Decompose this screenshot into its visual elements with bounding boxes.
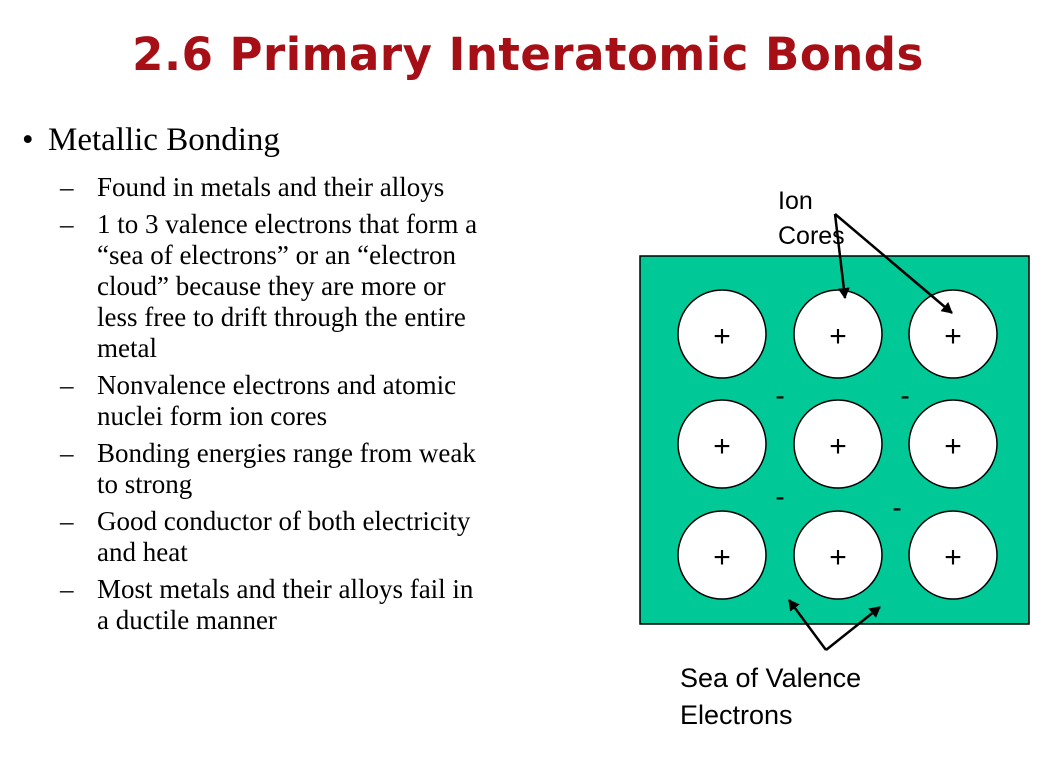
ion-core bbox=[678, 400, 766, 488]
dash-icon: – bbox=[60, 506, 74, 536]
ion-core bbox=[678, 511, 766, 599]
ion-core-grid bbox=[678, 290, 997, 599]
ion-charge-label: + bbox=[713, 430, 731, 463]
sea-label-line: Electrons bbox=[680, 700, 793, 730]
sub-bullet-line: “sea of electrons” or an “electron bbox=[97, 240, 457, 270]
ion-charge-label: + bbox=[829, 320, 847, 353]
sub-bullet-line: less free to drift through the entire bbox=[97, 302, 466, 332]
sub-bullet-line: nuclei form ion cores bbox=[97, 401, 328, 431]
sub-bullet-line: cloud” because they are more or bbox=[97, 271, 446, 301]
dash-icon: – bbox=[60, 574, 74, 604]
sub-bullet-line: Found in metals and their alloys bbox=[97, 172, 445, 202]
sub-bullet-line: Most metals and their alloys fail in bbox=[97, 574, 474, 604]
ion-charge-label: + bbox=[713, 541, 731, 574]
sub-bullet-line: metal bbox=[97, 333, 157, 363]
ion-core bbox=[678, 290, 766, 378]
sub-bullet-line: 1 to 3 valence electrons that form a bbox=[97, 209, 478, 239]
ion-charge-label: + bbox=[829, 541, 847, 574]
sub-bullet-line: Good conductor of both electricity bbox=[97, 506, 471, 536]
page-title: 2.6 Primary Interatomic Bonds bbox=[132, 28, 924, 81]
electron-charge-label: - bbox=[900, 380, 910, 411]
ion-core bbox=[909, 400, 997, 488]
bullet-dot-icon: • bbox=[22, 122, 34, 158]
ion-core bbox=[909, 290, 997, 378]
ion-core bbox=[794, 400, 882, 488]
ion-charge-label: + bbox=[713, 320, 731, 353]
main-bullet-text: Metallic Bonding bbox=[48, 122, 280, 158]
ion-cores-label-line: Cores bbox=[778, 222, 845, 250]
sea-label-line: Sea of Valence bbox=[680, 663, 862, 693]
electron-charge-label: - bbox=[775, 481, 785, 512]
ion-core bbox=[794, 290, 882, 378]
ion-cores-label bbox=[778, 184, 845, 254]
ion-cores-label-line: Ion bbox=[778, 187, 813, 215]
ion-charge-label: + bbox=[944, 430, 962, 463]
dash-icon: – bbox=[60, 370, 74, 400]
dash-icon: – bbox=[60, 172, 74, 202]
ion-core bbox=[909, 511, 997, 599]
sub-bullet-line: a ductile manner bbox=[97, 605, 277, 635]
sub-bullet-line: and heat bbox=[97, 537, 188, 567]
sub-bullet-line: Bonding energies range from weak bbox=[97, 438, 476, 468]
sub-bullet-line: Nonvalence electrons and atomic bbox=[97, 370, 457, 400]
dash-icon: – bbox=[60, 438, 74, 468]
electron-charge-label: - bbox=[892, 492, 902, 523]
ion-charge-label: + bbox=[944, 320, 962, 353]
electron-charge-label: - bbox=[775, 380, 785, 411]
sea-of-electrons-label bbox=[680, 660, 861, 734]
ion-charge-label: + bbox=[944, 541, 962, 574]
ion-charge-label: + bbox=[829, 430, 847, 463]
sub-bullet-line: to strong bbox=[97, 469, 193, 499]
ion-core bbox=[794, 511, 882, 599]
dash-icon: – bbox=[60, 209, 74, 239]
